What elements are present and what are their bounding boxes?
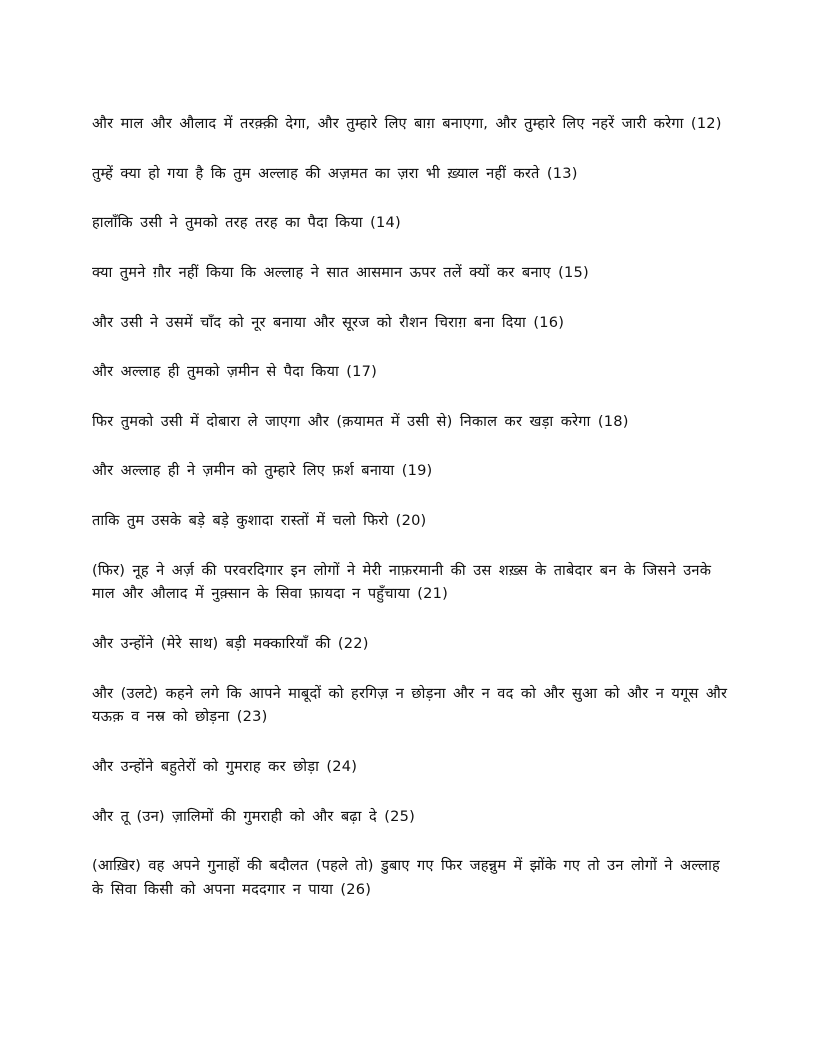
verse-paragraph: (फिर) नूह ने अर्ज़ की परवरदिगार इन लोगों ने मेरी नाफ़रमानी की उस शख़्स के ताबेदार बन के जिसने उनके माल और औलाद में नुक़्सान के सिवा फ़ायदा न पहुँचाया (21): [92, 561, 712, 603]
verse-paragraph: और माल और औलाद में तरक़्क़ी देगा, और तुम्हारे लिए बाग़ बनाएगा, और तुम्हारे लिए नहरें जारी करेगा (12): [92, 115, 722, 132]
verse-paragraph: और अल्लाह ही तुमको ज़मीन से पैदा किया (17): [92, 363, 378, 381]
verse-paragraph: (आख़िर) वह अपने गुनाहों की बदौलत (पहले तो) डुबाए गए फिर जहन्नुम में झोंके गए तो उन लोगों ने अल्लाह के सिवा किसी को अपना मददगार न पाया (26): [92, 857, 720, 898]
verse-paragraph: और उन्होंने बहुतेरों को गुमराह कर छोड़ा (24): [92, 757, 358, 775]
verse-paragraph: ताकि तुम उसके बड़े बड़े कुशादा रास्तों में चलो फिरो (20): [92, 512, 427, 530]
verse-paragraph: और उसी ने उसमें चाँद को नूर बनाया और सूरज को रौशन चिराग़ बना दिया (16): [92, 313, 565, 331]
verse-paragraph: और (उलटे) कहने लगे कि आपने माबूदों को हरगिज़ न छोड़ना और न वद को और सुआ को और न यगूस और यऊक़ व नस्र को छोड़ना (23): [92, 684, 728, 726]
verse-paragraph: तुम्हें क्या हो गया है कि तुम अल्लाह की अज़मत का ज़रा भी ख़्याल नहीं करते (13): [92, 164, 578, 182]
verse-paragraph: हालाँकि उसी ने तुमको तरह तरह का पैदा किया (14): [92, 214, 401, 232]
verse-paragraph: और उन्होंने (मेरे साथ) बड़ी मक्कारियाँ की (22): [92, 635, 369, 653]
verse-paragraph: और अल्लाह ही ने ज़मीन को तुम्हारे लिए फ़र्श बनाया (19): [92, 462, 433, 480]
verse-paragraph: क्या तुमने ग़ौर नहीं किया कि अल्लाह ने सात आसमान ऊपर तलें क्यों कर बनाए (15): [92, 263, 589, 281]
verse-paragraph: फिर तुमको उसी में दोबारा ले जाएगा और (क़यामत में उसी से) निकाल कर खड़ा करेगा (18): [92, 412, 629, 430]
verse-paragraph: और तू (उन) ज़ालिमों की गुमराही को और बढ़ा दे (25): [92, 807, 416, 825]
